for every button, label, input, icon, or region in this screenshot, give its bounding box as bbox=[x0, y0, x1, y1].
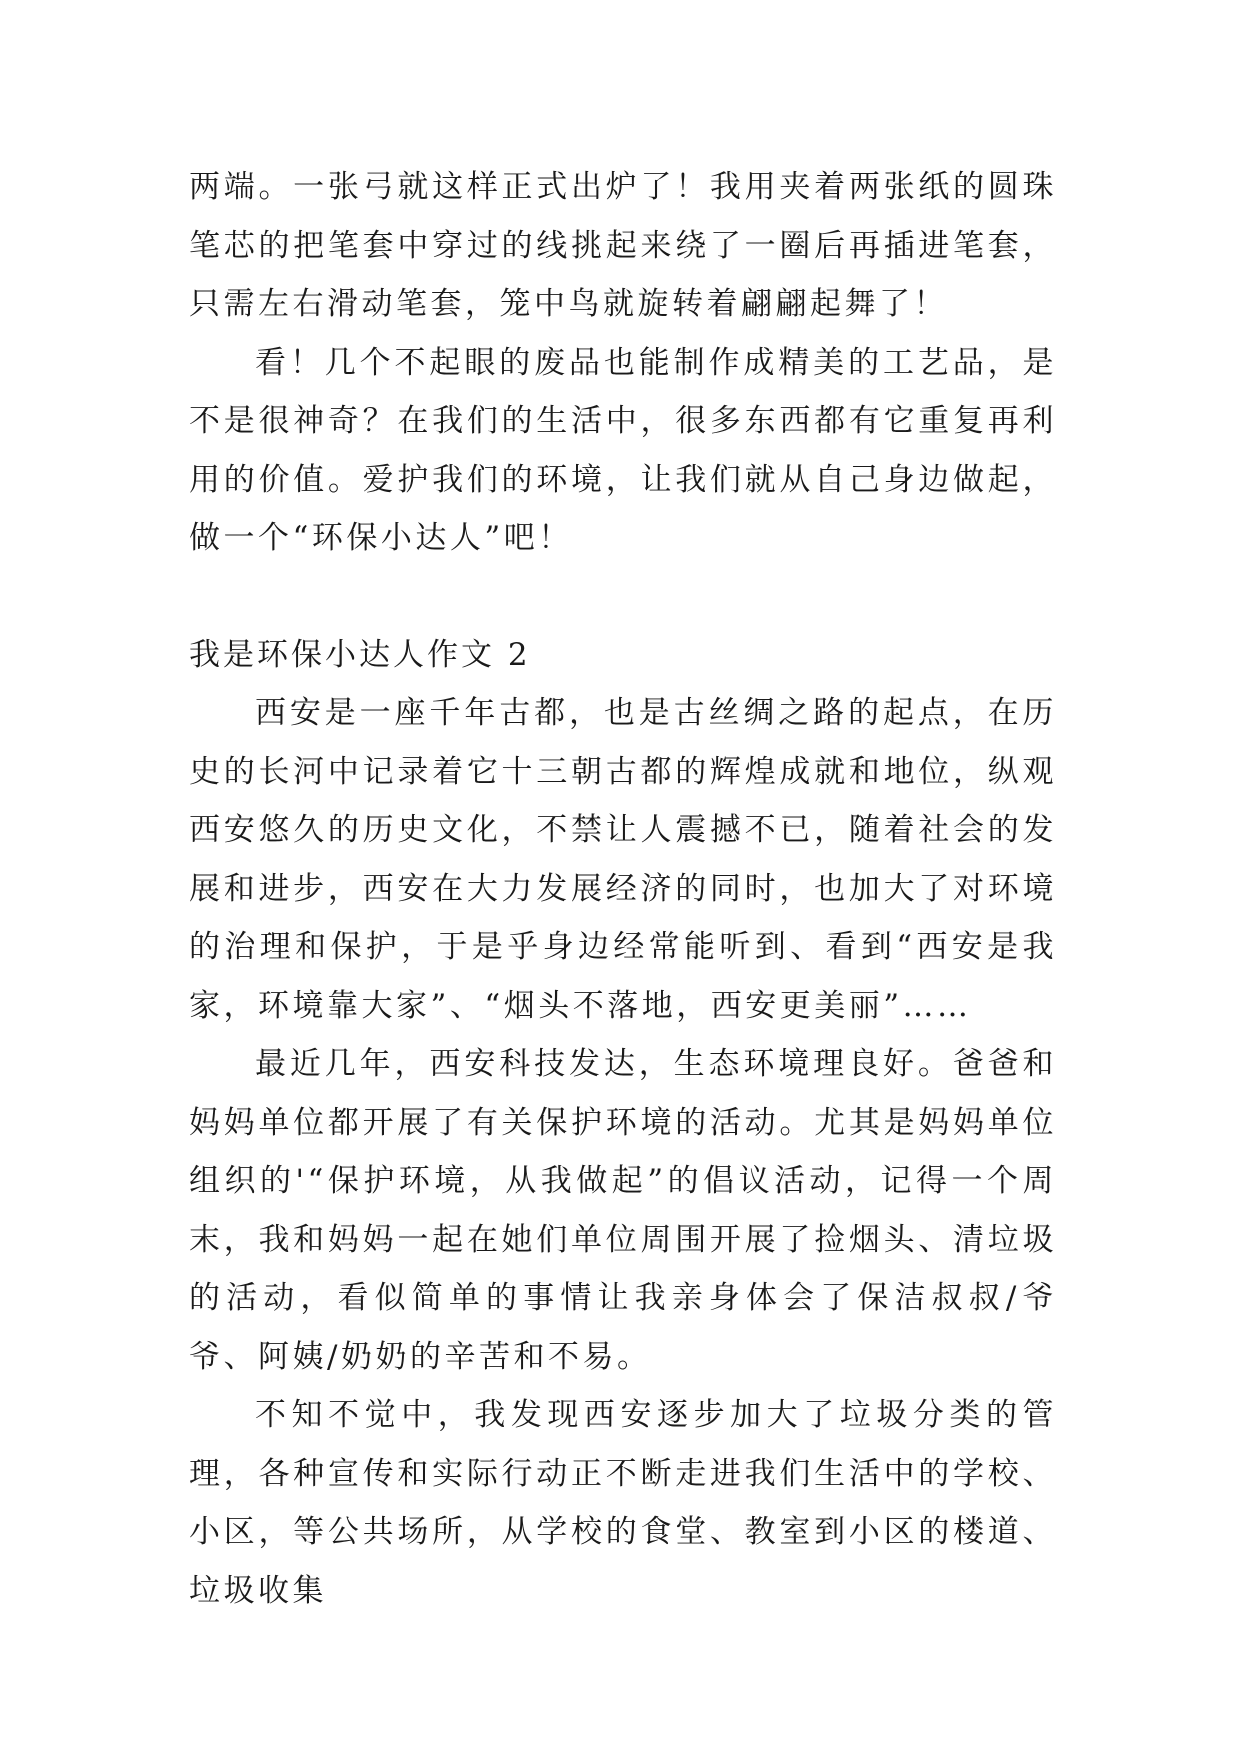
document-body bbox=[189, 158, 1057, 1620]
section-paragraph-3: 不知不觉中，我发现西安逐步加大了垃圾分类的管理，各种宣传和实际行动正不断走进我们生活中的学校、小区，等公共场所，从学校的食堂、教室到小区的楼道、垃圾收集 bbox=[189, 1397, 1057, 1609]
intro-paragraph-1: 两端。一张弓就这样正式出炉了！我用夹着两张纸的圆珠笔芯的把笔套中穿过的线挑起来绕了一圈后再插进笔套，只需左右滑动笔套，笼中鸟就旋转着翩翩起舞了！ bbox=[189, 169, 1057, 322]
section-title: 我是环保小达人作文 2 bbox=[189, 636, 531, 673]
section-paragraph-1: 西安是一座千年古都，也是古丝绸之路的起点，在历史的长河中记录着它十三朝古都的辉煌成就和地位，纵观西安悠久的历史文化，不禁让人震撼不已，随着社会的发展和进步，西安在大力发展经济的同时，也加大了对环境的治理和保护，于是乎身边经常能听到、看到“西安是我家，环境靠大家”、“烟头不落地，西安更美丽”…… bbox=[189, 695, 1057, 1024]
section-spacer bbox=[189, 568, 1057, 626]
intro-paragraph-2: 看！几个不起眼的废品也能制作成精美的工艺品，是不是很神奇？在我们的生活中，很多东西都有它重复再利用的价值。爱护我们的环境，让我们就从自己身边做起，做一个“环保小达人”吧！ bbox=[189, 344, 1057, 556]
section-paragraph-2: 最近几年，西安科技发达，生态环境理良好。爸爸和妈妈单位都开展了有关保护环境的活动。尤其是妈妈单位组织的'“保护环境，从我做起”的倡议活动，记得一个周末，我和妈妈一起在她们单位周围开展了捡烟头、清垃圾的活动，看似简单的事情让我亲身体会了保洁叔叔/爷爷、阿姨/奶奶的辛苦和不易。 bbox=[189, 1046, 1057, 1375]
